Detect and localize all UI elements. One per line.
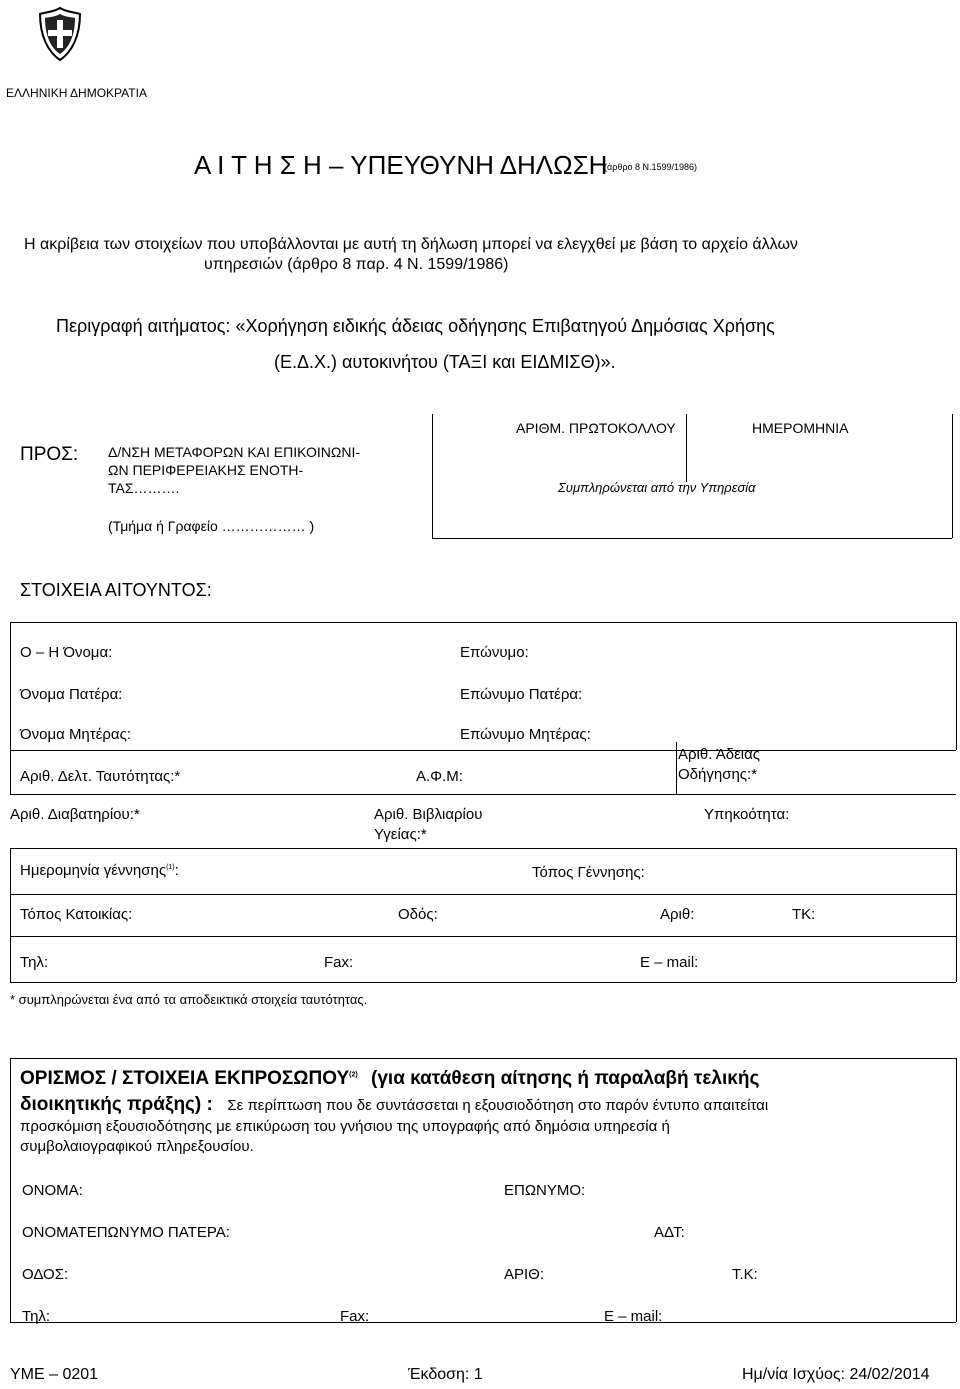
- authority-line2: ΩΝ ΠΕΡΙΦΕΡΕΙΑΚΗΣ ΕΝΟΤΗ-: [108, 462, 304, 478]
- state-name: ΕΛΛΗΝΙΚΗ ΔΗΜΟΚΡΑΤΙΑ: [6, 86, 147, 100]
- authority-line1: Δ/ΝΣΗ ΜΕΤΑΦΟΡΩΝ ΚΑΙ ΕΠΙΚΟΙΝΩΝΙ-: [108, 444, 361, 460]
- request-description-line2: (Ε.Δ.Χ.) αυτοκινήτου (ΤΑΞΙ και ΕΙΔΜΙΣΘ)».: [274, 352, 616, 372]
- license-field-line1[interactable]: Αριθ. Άδειας: [678, 746, 761, 763]
- rep-number-field[interactable]: ΑΡΙΘ:: [504, 1266, 545, 1283]
- rep-street-field[interactable]: ΟΔΟΣ:: [22, 1266, 69, 1283]
- mother-name-field[interactable]: Όνομα Μητέρας:: [20, 726, 131, 743]
- to-label: ΠΡΟΣ:: [20, 444, 79, 465]
- rep-surname-field[interactable]: ΕΠΩΝΥΜΟ:: [504, 1182, 586, 1199]
- health-book-field-line2: Υγείας:*: [374, 826, 427, 843]
- document-title: Α Ι Τ Η Σ Η – ΥΠΕΥΘΥΝΗ ΔΗΛΩΣΗ: [194, 150, 608, 180]
- identity-footnote: * συμπληρώνεται ένα από τα αποδεικτικά στοιχεία ταυτότητας.: [10, 992, 368, 1007]
- representative-text-line2: προσκόμιση εξουσιοδότησης με επικύρωση του γνήσιου της υπογραφής από δημόσια υπηρεσία ή: [20, 1118, 670, 1135]
- rep-id-field[interactable]: ΑΔΤ:: [654, 1224, 685, 1241]
- rep-fax-field[interactable]: Fax:: [340, 1308, 370, 1325]
- form-edition: Έκδοση: 1: [408, 1366, 483, 1383]
- rep-phone-field[interactable]: Τηλ:: [22, 1308, 51, 1325]
- mother-surname-field[interactable]: Επώνυμο Μητέρας:: [460, 726, 591, 743]
- accuracy-note-line1: Η ακρίβεια των στοιχείων που υποβάλλονται με αυτή τη δήλωση μπορεί να ελεγχθεί με βάση το αρχείο άλλων: [24, 236, 798, 253]
- street-field[interactable]: Οδός:: [398, 906, 438, 923]
- fax-field[interactable]: Fax:: [324, 954, 354, 971]
- birth-footnote-mark: (1): [166, 864, 175, 871]
- birth-date-field[interactable]: Ημερομηνία γέννησης$^{(1)}$:: [20, 862, 179, 879]
- residence-field[interactable]: Τόπος Κατοικίας:: [20, 906, 133, 923]
- birth-place-field[interactable]: Τόπος Γέννησης:: [532, 864, 645, 881]
- title-law-reference: (άρθρο 8 Ν.1599/1986): [604, 162, 697, 172]
- date-label: ΗΜΕΡΟΜΗΝΙΑ: [752, 420, 849, 436]
- representative-footnote-mark: (2): [349, 1071, 358, 1079]
- phone-field[interactable]: Τηλ:: [20, 954, 49, 971]
- rep-father-field[interactable]: ΟΝΟΜΑΤΕΠΩΝΥΜΟ ΠΑΤΕΡΑ:: [22, 1224, 230, 1241]
- license-field-line2: Οδήγησης:*: [678, 766, 758, 783]
- accuracy-note-line2: υπηρεσιών (άρθρο 8 παρ. 4 Ν. 1599/1986): [204, 256, 509, 273]
- health-book-field-line1[interactable]: Αριθ. Βιβλιαρίου: [374, 806, 483, 823]
- filled-by-service-note: Συμπληρώνεται από την Υπηρεσία: [558, 480, 756, 495]
- request-description-line1: Περιγραφή αιτήματος: «Χορήγηση ειδικής άδειας οδήγησης Επιβατηγού Δημόσιας Χρήσης: [56, 316, 775, 336]
- nationality-field[interactable]: Υπηκοότητα:: [704, 806, 790, 823]
- department-field[interactable]: (Τμήμα ή Γραφείο ……………… ): [108, 518, 315, 534]
- passport-field[interactable]: Αριθ. Διαβατηρίου:*: [10, 806, 140, 823]
- postcode-field[interactable]: ΤΚ:: [792, 906, 816, 923]
- authority-line3: ΤΑΣ……….: [108, 480, 180, 496]
- father-name-field[interactable]: Όνομα Πατέρα:: [20, 686, 123, 703]
- rep-postcode-field[interactable]: Τ.Κ:: [732, 1266, 758, 1283]
- greek-coat-of-arms-logo: [36, 6, 84, 62]
- tax-id-field[interactable]: Α.Φ.Μ:: [416, 768, 463, 785]
- representative-title-line1: ΟΡΙΣΜΟΣ / ΣΤΟΙΧΕΙΑ ΕΚΠΡΟΣΩΠΟΥ$^{(2)}$ (για κατάθεση αίτησης ή παραλαβή τελικής: [20, 1068, 760, 1089]
- form-valid-from: Ημ/νία Ισχύος: 24/02/2014: [742, 1366, 930, 1383]
- rep-name-field[interactable]: ΟΝΟΜΑ:: [22, 1182, 83, 1199]
- first-name-field[interactable]: Ο – Η Όνομα:: [20, 644, 113, 661]
- protocol-number-label: ΑΡΙΘΜ. ΠΡΩΤΟΚΟΛΛΟΥ: [516, 420, 676, 436]
- email-field[interactable]: E – mail:: [640, 954, 699, 971]
- representative-title-line2: διοικητικής πράξης) : Σε περίπτωση που δε συντάσσεται η εξουσιοδότηση στο παρόν έντυπο απαιτείται: [20, 1094, 769, 1115]
- rep-email-field[interactable]: E – mail:: [604, 1308, 663, 1325]
- surname-field[interactable]: Επώνυμο:: [460, 644, 529, 661]
- id-card-field[interactable]: Αριθ. Δελτ. Ταυτότητας:*: [20, 768, 181, 785]
- street-number-field[interactable]: Αριθ:: [660, 906, 695, 923]
- applicant-section-title: ΣΤΟΙΧΕΙΑ ΑΙΤΟΥΝΤΟΣ:: [20, 580, 212, 600]
- form-code: ΥΜΕ – 0201: [10, 1366, 99, 1383]
- representative-text-line3: συμβολαιογραφικού πληρεξουσίου.: [20, 1138, 254, 1155]
- father-surname-field[interactable]: Επώνυμο Πατέρα:: [460, 686, 583, 703]
